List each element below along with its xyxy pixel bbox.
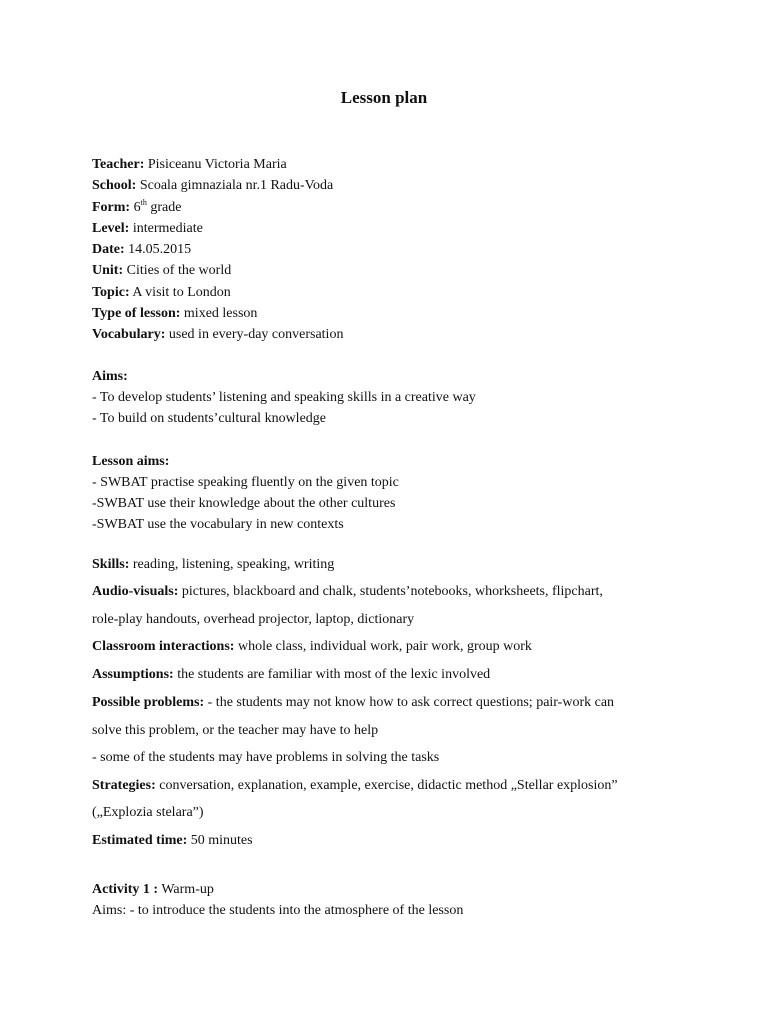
possible-problems-value: - the students may not know how to ask correct questions; pair-work can xyxy=(207,695,615,710)
assumptions-label: Assumptions: xyxy=(92,667,174,682)
lesson-aims-heading xyxy=(92,453,708,471)
assumptions-value: the students are familiar with most of the lexic involved xyxy=(177,667,491,682)
estimated-time-value: 50 minutes xyxy=(190,833,253,848)
strategies-continuation: („Explozia stelara”) xyxy=(92,805,204,820)
vocabulary-line xyxy=(92,326,708,344)
classroom-interactions-value: whole class, individual work, pair work, group work xyxy=(237,639,532,654)
topic-line xyxy=(92,284,708,302)
page-title: Lesson plan xyxy=(340,88,428,107)
activity-1-line xyxy=(92,881,708,899)
lesson-aims-heading-text: Lesson aims: xyxy=(92,454,170,469)
audio-visuals-label: Audio-visuals: xyxy=(92,584,179,599)
vocabulary-value: used in every-day conversation xyxy=(168,327,344,342)
possible-problems-line xyxy=(92,694,708,712)
level-label: Level: xyxy=(92,221,130,236)
audio-visuals-continuation: role-play handouts, overhead projector, laptop, dictionary xyxy=(92,612,415,627)
audio-visuals-line xyxy=(92,583,708,601)
unit-value: Cities of the world xyxy=(126,263,232,278)
lesson-aims-item: -SWBAT use the vocabulary in new contexts xyxy=(92,517,344,532)
strategies-label: Strategies: xyxy=(92,778,156,793)
unit-label: Unit: xyxy=(92,263,124,278)
strategies-value: conversation, explanation, example, exercise, didactic method „Stellar explosion” xyxy=(159,778,618,793)
topic-label: Topic: xyxy=(92,285,130,300)
skills-line xyxy=(92,556,708,574)
form-line xyxy=(92,199,708,217)
aims-item: - To develop students’ listening and speaking skills in a creative way xyxy=(92,390,476,405)
audio-visuals-value: pictures, blackboard and chalk, students’notebooks, whorksheets, flipchart, xyxy=(181,584,603,599)
level-line xyxy=(92,220,708,238)
skills-value: reading, listening, speaking, writing xyxy=(132,557,335,572)
type-of-lesson-value: mixed lesson xyxy=(183,306,258,321)
form-value-rest: grade xyxy=(150,200,182,215)
teacher-value: Pisiceanu Victoria Maria xyxy=(147,157,287,172)
skills-label: Skills: xyxy=(92,557,130,572)
form-value-number: 6 xyxy=(133,200,141,215)
date-value: 14.05.2015 xyxy=(128,242,192,257)
estimated-time-line xyxy=(92,832,708,850)
school-label: School: xyxy=(92,178,137,193)
school-line xyxy=(92,177,708,195)
estimated-time-label: Estimated time: xyxy=(92,833,188,848)
teacher-label: Teacher: xyxy=(92,157,145,172)
unit-line xyxy=(92,262,708,280)
aims-heading-text: Aims: xyxy=(92,369,128,384)
activity-1-aims: Aims: - to introduce the students into the atmosphere of the lesson xyxy=(92,903,464,918)
lesson-aims-item: - SWBAT practise speaking fluently on the given topic xyxy=(92,475,399,490)
classroom-interactions-label: Classroom interactions: xyxy=(92,639,235,654)
assumptions-line xyxy=(92,666,708,684)
teacher-line xyxy=(92,156,708,174)
lesson-aims-item: -SWBAT use their knowledge about the other cultures xyxy=(92,496,396,511)
type-of-lesson-line xyxy=(92,305,708,323)
topic-value: A visit to London xyxy=(132,285,231,300)
activity-1-value: Warm-up xyxy=(158,882,214,897)
possible-problems-continuation: - some of the students may have problems in solving the tasks xyxy=(92,750,440,765)
type-of-lesson-label: Type of lesson: xyxy=(92,306,181,321)
classroom-interactions-line xyxy=(92,638,708,656)
school-value: Scoala gimnaziala nr.1 Radu-Voda xyxy=(139,178,334,193)
level-value: intermediate xyxy=(132,221,203,236)
strategies-line xyxy=(92,777,708,795)
form-label: Form: xyxy=(92,200,131,215)
date-label: Date: xyxy=(92,242,125,257)
activity-1-label: Activity 1 : xyxy=(92,882,159,897)
form-value-superscript: th xyxy=(140,198,147,207)
vocabulary-label: Vocabulary: xyxy=(92,327,166,342)
date-line xyxy=(92,241,708,259)
possible-problems-label: Possible problems: xyxy=(92,695,205,710)
aims-item: - To build on students’cultural knowledge xyxy=(92,411,327,426)
possible-problems-continuation: solve this problem, or the teacher may have to help xyxy=(92,723,379,738)
aims-heading xyxy=(92,368,708,386)
